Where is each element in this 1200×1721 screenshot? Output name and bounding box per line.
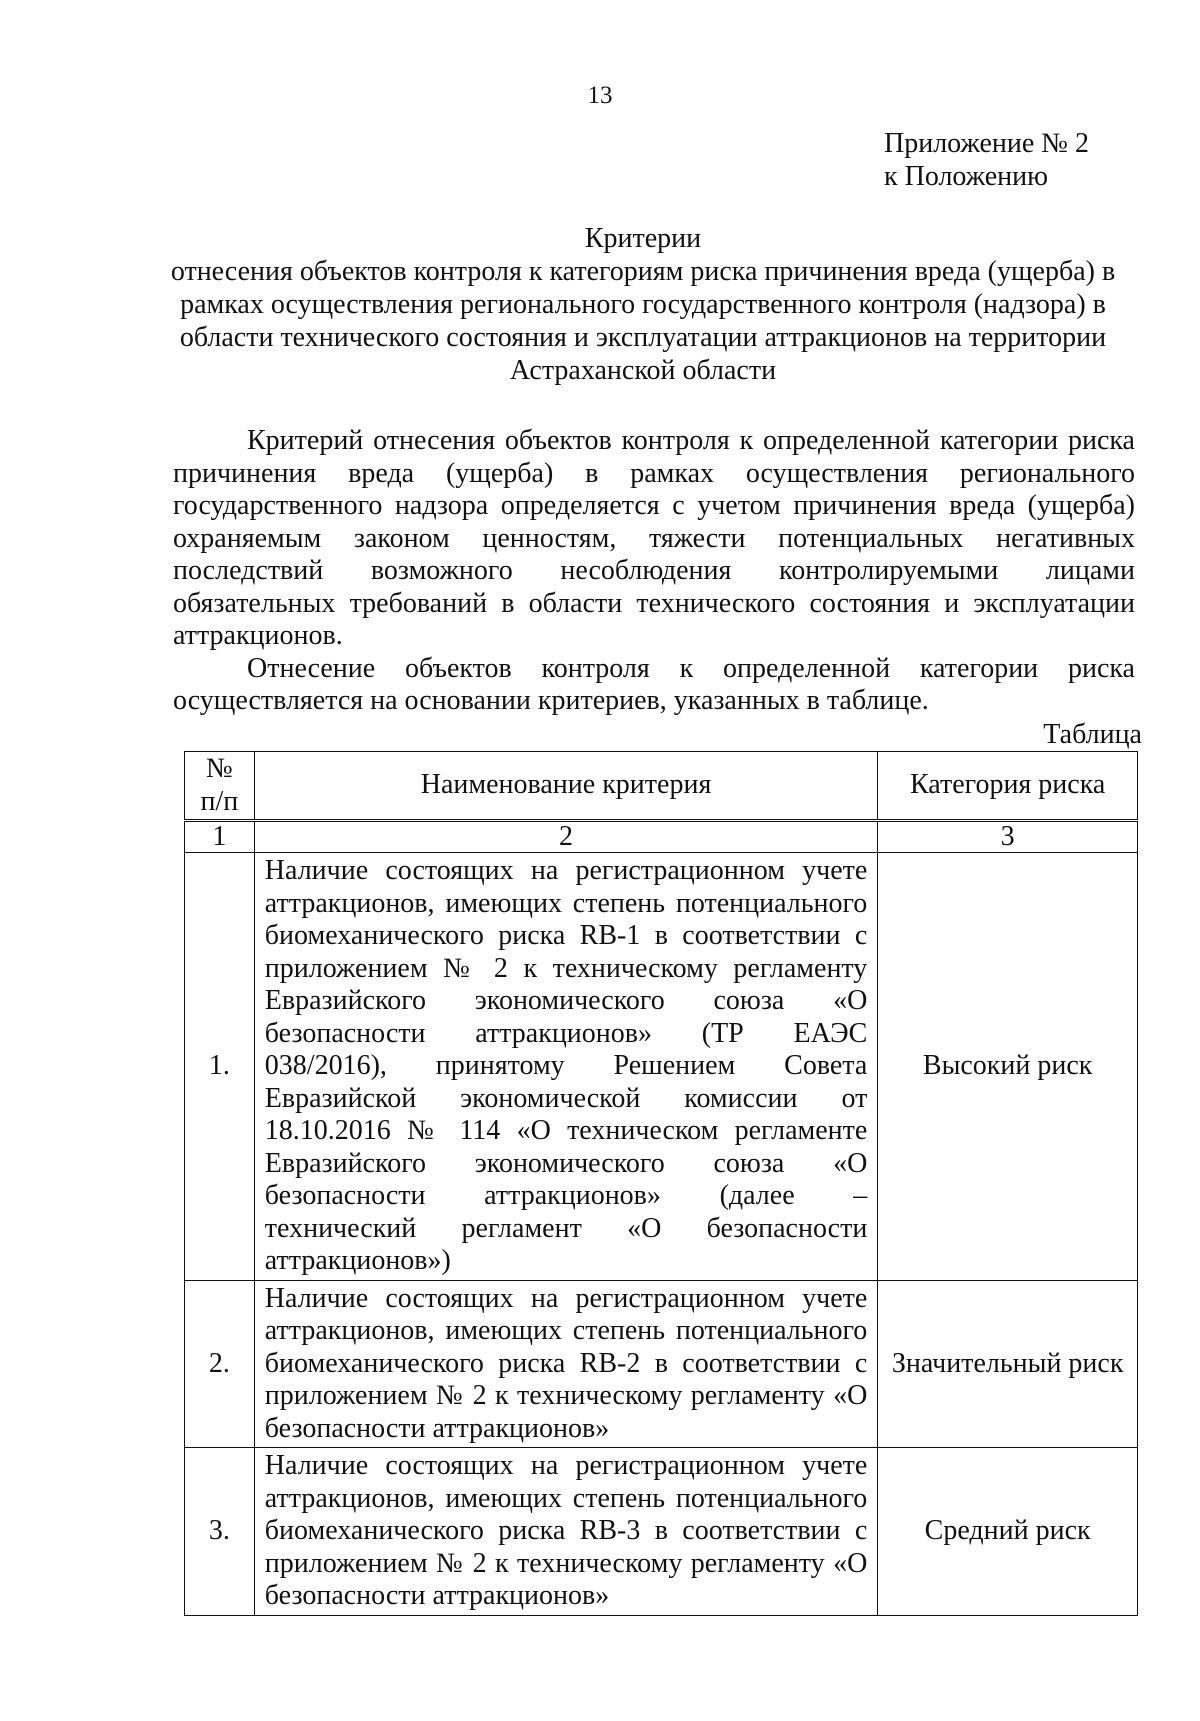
table-index-row <box>185 821 1138 853</box>
row-category: Высокий риск <box>878 853 1138 1281</box>
header-num: № п/п <box>185 752 255 821</box>
table-row <box>185 1448 1138 1616</box>
body-text <box>173 425 1135 718</box>
appendix-reference <box>884 127 1089 193</box>
row-num: 3. <box>185 1448 255 1616</box>
row-num: 1. <box>185 853 255 1281</box>
row-criterion: Наличие состоящих на регистрационном учете аттракционов, имеющих степень потенциального биомеханического риска RB-3 в соответствии с приложением № 2 к техническому регламенту «О безопасности аттракционов» <box>254 1448 878 1616</box>
table-row <box>185 853 1138 1281</box>
table-row <box>185 1280 1138 1448</box>
header-category: Категория риска <box>878 752 1138 821</box>
criteria-table <box>184 751 1138 1616</box>
appendix-number: Приложение № 2 <box>884 128 1089 159</box>
paragraph: Критерий отнесения объектов контроля к определенной категории риска причинения вреда (ущерба) в рамках осуществления регионального государственного надзора определяется с учетом причинения вреда (ущерба) охраняемым законом ценностям, тяжести потенциальных негативных последствий возможного несоблюдения контролируемыми лицами обязательных требований в области технического состояния и эксплуатации аттракционов. <box>173 425 1135 651</box>
title-heading: Критерии <box>584 223 702 254</box>
index-cell: 1 <box>185 821 255 853</box>
table-caption: Таблица <box>1043 719 1142 750</box>
title-subtitle: отнесения объектов контроля к категориям риска причинения вреда (ущерба) в рамках осуществления регионального государственного контроля (надзора) в области технического состояния и эксплуатации аттракционов на территории Астраханской области <box>170 256 1116 386</box>
index-cell: 2 <box>254 821 878 853</box>
index-cell: 3 <box>878 821 1138 853</box>
row-num: 2. <box>185 1280 255 1448</box>
row-criterion: Наличие состоящих на регистрационном учете аттракционов, имеющих степень потенциального биомеханического риска RB-2 в соответствии с приложением № 2 к техническому регламенту «О безопасности аттракционов» <box>254 1280 878 1448</box>
row-category: Средний риск <box>878 1448 1138 1616</box>
document-title <box>150 222 1136 387</box>
table-header-row <box>185 752 1138 821</box>
row-criterion: Наличие состоящих на регистрационном учете аттракционов, имеющих степень потенциального биомеханического риска RB-1 в соответствии с приложением № 2 к техническому регламенту Евразийского экономического союза «О безопасности аттракционов» (ТР ЕАЭС 038/2016), принятому Решением Совета Евразийской экономической комиссии от 18.10.2016 № 114 «О техническом регламенте Евразийского экономического союза «О безопасности аттракционов» (далее – технический регламент «О безопасности аттракционов») <box>254 853 878 1281</box>
header-name: Наименование критерия <box>254 752 878 821</box>
page-number: 13 <box>587 82 613 109</box>
row-category: Значительный риск <box>878 1280 1138 1448</box>
paragraph: Отнесение объектов контроля к определенной категории риска осуществляется на основании критериев, указанных в таблице. <box>173 652 1135 716</box>
appendix-parent: к Положению <box>884 161 1049 192</box>
